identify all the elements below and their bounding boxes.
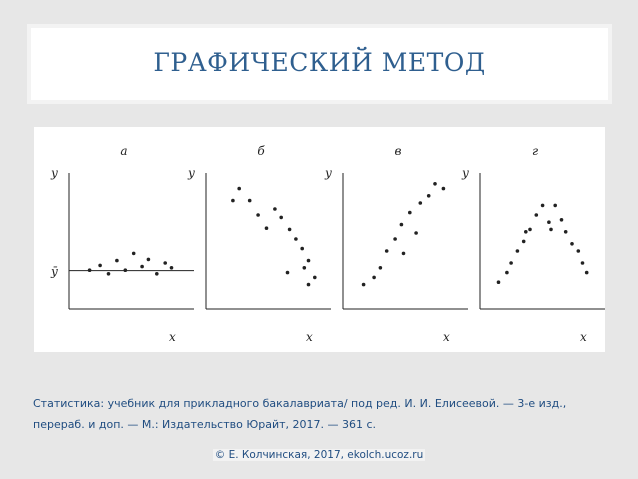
scatter-point bbox=[400, 223, 404, 227]
scatter-point bbox=[419, 201, 423, 205]
scatter-point bbox=[115, 259, 119, 263]
scatter-point bbox=[307, 283, 311, 287]
scatter-point bbox=[279, 216, 283, 220]
scatter-point bbox=[549, 228, 553, 232]
mean-label: ȳ bbox=[51, 264, 58, 279]
scatter-point bbox=[577, 249, 581, 253]
x-axis-label: x bbox=[443, 330, 450, 344]
scatter-point bbox=[124, 268, 128, 272]
panel-letter: в bbox=[394, 144, 402, 158]
scatter-point bbox=[248, 199, 252, 203]
scatter-point bbox=[581, 261, 585, 265]
scatter-point bbox=[88, 268, 92, 272]
title-box bbox=[27, 24, 612, 104]
scatter-point bbox=[522, 240, 526, 244]
panel-letter: б bbox=[257, 144, 265, 158]
scatter-point bbox=[560, 218, 564, 222]
scatter-point bbox=[393, 237, 397, 241]
scatter-point bbox=[231, 199, 235, 203]
y-axis-label: y bbox=[325, 166, 332, 180]
scatter-point bbox=[585, 271, 589, 275]
scatter-point bbox=[516, 249, 520, 253]
scatter-point bbox=[505, 271, 509, 275]
x-axis-label: x bbox=[169, 330, 176, 344]
scatter-point bbox=[300, 247, 304, 251]
scatter-point bbox=[541, 204, 545, 208]
scatter-point bbox=[408, 211, 412, 215]
scatter-point bbox=[147, 258, 151, 262]
y-axis-label: y bbox=[188, 166, 195, 180]
caption bbox=[33, 393, 613, 435]
scatter-point bbox=[553, 204, 557, 208]
caption-line-1: Статистика: учебник для прикладного бакалавриата/ под ред. И. И. Елисеевой. — 3-е изд., bbox=[33, 397, 567, 410]
scatter-point bbox=[433, 182, 437, 186]
scatter-point bbox=[303, 266, 307, 270]
x-axis-label: x bbox=[306, 330, 313, 344]
scatter-point bbox=[288, 228, 292, 232]
y-axis-label: y bbox=[462, 166, 469, 180]
scatter-point bbox=[570, 242, 574, 246]
scatter-point bbox=[547, 220, 551, 224]
scatter-point bbox=[163, 261, 167, 265]
panel-letter: а bbox=[120, 144, 128, 158]
slide-title: ГРАФИЧЕСКИЙ МЕТОД bbox=[153, 47, 486, 77]
scatter-point bbox=[237, 187, 241, 191]
scatter-point bbox=[265, 226, 269, 230]
scatter-point bbox=[273, 207, 277, 211]
scatter-point bbox=[140, 265, 144, 269]
scatter-point bbox=[442, 187, 446, 191]
x-axis-label: x bbox=[580, 330, 587, 344]
scatter-point bbox=[155, 272, 159, 276]
scatter-point bbox=[497, 280, 501, 284]
scatter-point bbox=[528, 228, 532, 232]
scatter-point bbox=[362, 283, 366, 287]
scatter-point bbox=[286, 271, 290, 275]
scatter-point bbox=[414, 231, 418, 235]
figure-panel bbox=[34, 127, 605, 352]
scatter-point bbox=[524, 230, 528, 234]
scatter-point bbox=[313, 276, 317, 280]
scatter-point bbox=[132, 252, 136, 256]
scatter-figure bbox=[34, 127, 605, 352]
scatter-point bbox=[427, 194, 431, 198]
scatter-point bbox=[535, 213, 539, 217]
scatter-point bbox=[107, 272, 111, 276]
y-axis-label: y bbox=[51, 166, 58, 180]
scatter-point bbox=[307, 259, 311, 263]
scatter-point bbox=[372, 276, 376, 280]
scatter-point bbox=[509, 261, 513, 265]
caption-line-2: перераб. и доп. — М.: Издательство Юрайт, 2017. — 361 с. bbox=[33, 418, 377, 431]
copyright-text: © Е. Колчинская, 2017, ekolch.ucoz.ru bbox=[214, 449, 424, 461]
scatter-point bbox=[564, 230, 568, 234]
scatter-point bbox=[294, 237, 298, 241]
panel-letter: г bbox=[531, 144, 539, 158]
copyright bbox=[0, 449, 638, 461]
scatter-point bbox=[170, 266, 174, 270]
scatter-point bbox=[402, 252, 406, 256]
scatter-point bbox=[379, 266, 383, 270]
scatter-point bbox=[98, 264, 102, 268]
scatter-point bbox=[385, 249, 389, 253]
scatter-point bbox=[256, 213, 260, 217]
